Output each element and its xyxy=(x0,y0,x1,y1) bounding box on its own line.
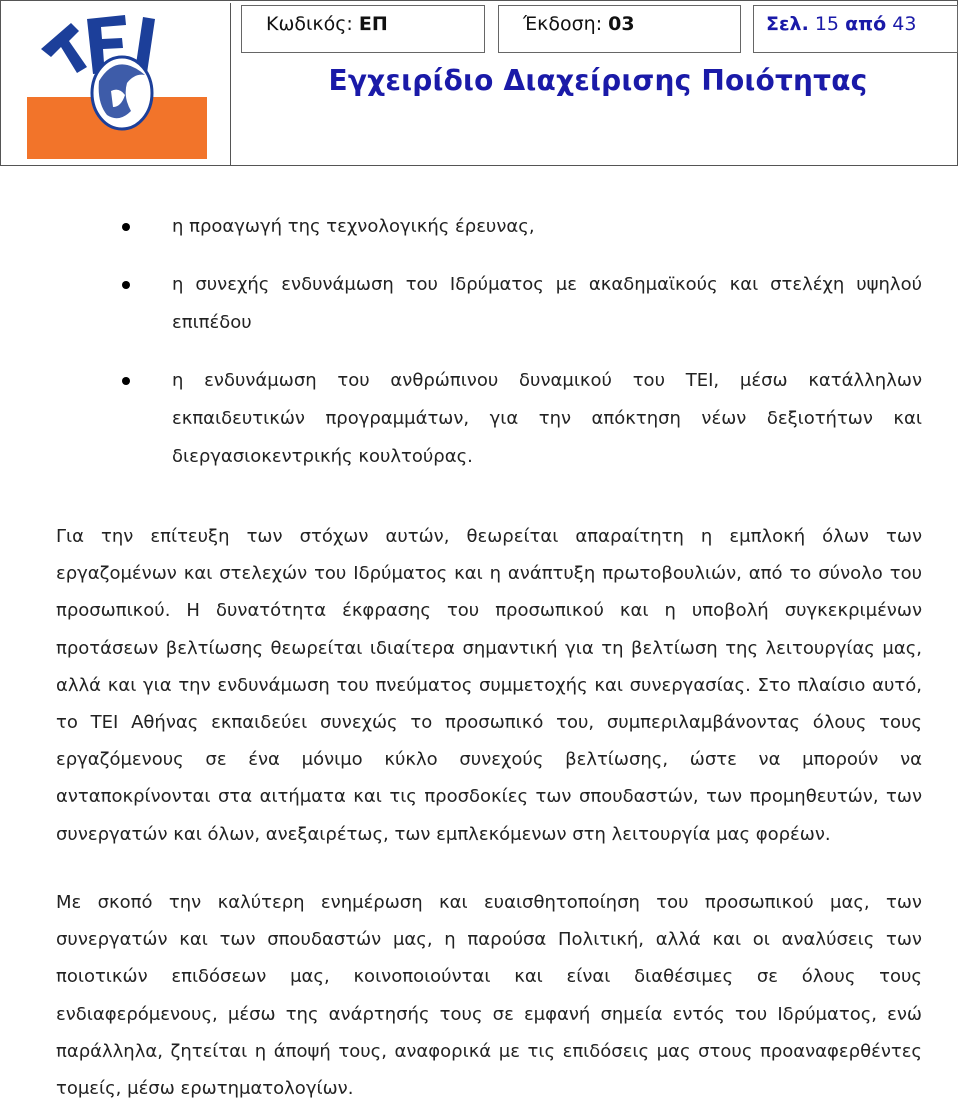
list-item xyxy=(122,362,922,476)
code-label: Κωδικός: xyxy=(266,13,353,35)
bullet-icon xyxy=(122,223,130,231)
page-total: 43 xyxy=(892,13,917,35)
tei-athens-logo xyxy=(27,11,207,159)
list-item xyxy=(122,208,922,246)
logo-cell xyxy=(3,3,231,165)
page-of: από xyxy=(845,13,887,35)
bullet-text: η ενδυνάμωση του ανθρώπινου δυναμικού του ΤΕΙ, μέσω κατάλληλων εκπαιδευτικών προγραμμάτων, για την απόκτηση νέων δεξιοτήτων και διεργασιοκεντρικής κουλτούρας. xyxy=(172,370,922,467)
version-label: Έκδοση: xyxy=(523,13,603,35)
document-code-cell xyxy=(241,5,485,53)
document-header xyxy=(0,0,958,166)
bullet-text: η συνεχής ενδυνάμωση του Ιδρύματος με ακαδημαϊκούς και στελέχη υψηλού επιπέδου xyxy=(172,274,922,333)
body-paragraph: Για την επίτευξη των στόχων αυτών, θεωρείται απαραίτητη η εμπλοκή όλων των εργαζομένων και στελεχών του Ιδρύματος και η ανάπτυξη πρωτοβουλιών, από το σύνολο του προσωπικού. Η δυνατότητα έκφρασης του προσωπικού και η υποβολή συγκεκριμένων προτάσεων βελτίωσης θεωρείται ιδιαίτερα σημαντική για τη βελτίωση της λειτουργίας μας, αλλά και για την ενδυνάμωση του πνεύματος συμμετοχής και συνεργασίας. Στο πλαίσιο αυτό, το ΤΕΙ Αθήνας εκπαιδεύει συνεχώς το προσωπικό του, συμπεριλαμβάνοντας όλους τους εργαζόμενους σε ένα μόνιμο κύκλο συνεχούς βελτίωσης, ώστε να μπορούν να ανταποκρίνονται στα αιτήματα και τις προσδοκίες των σπουδαστών, των προμηθευτών, των συνεργατών και όλων, ανεξαιρέτως, των εμπλεκόμενων στη λειτουργία μας φορέων. xyxy=(56,526,922,845)
body-paragraph: Με σκοπό την καλύτερη ενημέρωση και ευαισθητοποίηση του προσωπικού μας, των συνεργατών και των σπουδαστών μας, η παρούσα Πολιτική, αλλά και οι αναλύσεις των ποιοτικών επιδόσεων μας, κοινοποιούνται και είναι διαθέσιμες σε όλους τους ενδιαφερόμενους, μέσω της ανάρτησής τους σε εμφανή σημεία εντός του Ιδρύματος, ενώ παράλληλα, ζητείται η άποψή τους, αναφορικά με τις επιδόσεις μας στους προαναφερθέντες τομείς, μέσω ερωτηματολογίων. xyxy=(56,892,922,1100)
page-label: Σελ. xyxy=(766,13,809,35)
bullet-icon xyxy=(122,377,130,385)
code-value: ΕΠ xyxy=(358,13,388,35)
bullet-list xyxy=(122,208,922,496)
list-item xyxy=(122,266,922,342)
page-current: 15 xyxy=(814,13,840,35)
version-value: 03 xyxy=(608,13,635,35)
bullet-text: η προαγωγή της τεχνολογικής έρευνας, xyxy=(172,216,535,237)
manual-title: Εγχειρίδιο Διαχείρισης Ποιότητας xyxy=(328,64,868,97)
bullet-icon xyxy=(122,281,130,289)
version-cell xyxy=(498,5,741,53)
page-number-cell xyxy=(753,5,958,53)
